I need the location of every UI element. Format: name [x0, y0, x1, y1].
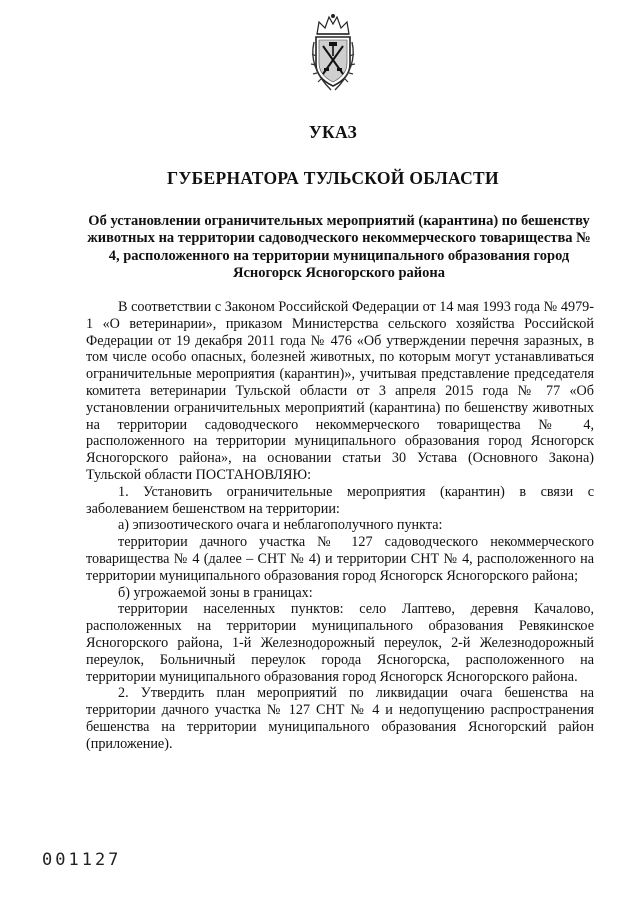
clause-1-paragraph: 1. Установить ограничительные мероприятия (карантин) в связи с заболеванием бешенством на территории:: [86, 483, 594, 517]
decree-body: [86, 299, 594, 753]
clause-1a-paragraph: территории дачного участка № 127 садоводческого некоммерческого товарищества № 4 (далее – СНТ № 4) и территории СНТ № 4, расположенного на территории муниципального образования город Ясногорск Ясногорского района;: [86, 534, 594, 584]
preamble-paragraph: В соответствии с Законом Российской Федерации от 14 мая 1993 года № 4979-1 «О ветеринарии», приказом Министерства сельского хозяйства Российской Федерации от 19 декабря 2011 года № 476 «Об утверждении перечня заразных, в том числе особо опасных, болезней животных, по которым могут устанавливаться ограничительные мероприятия (карантин)», учитывая представление председателя комитета ветеринарии Тульской области от 3 апреля 2015 года № 77 «Об установлении ограничительных мероприятий (карантина) по бешенству животных на территории садоводческого некоммерческого товарищества № 4, расположенного на территории муниципального образования город Ясногорск Ясногорского района», на основании статьи 30 Устава (Основного Закона) Тульской области ПОСТАНОВЛЯЮ:: [86, 299, 594, 483]
document-subtitle: ГУБЕРНАТОРА ТУЛЬСКОЙ ОБЛАСТИ: [167, 168, 499, 188]
clause-2-paragraph: 2. Утвердить план мероприятий по ликвидации очага бешенства на территории дачного участка № 127 СНТ № 4 и недопущению распространения бешенства на территории муниципального образования Ясногорский район (приложение).: [86, 685, 594, 752]
clause-1b-paragraph: территории населенных пунктов: село Лаптево, деревня Качалово, расположенных на территории муниципального образования Ревякинское Ясногорского района, 1-й Железнодорожный переулок, 2-й Железнодорожный переулок, Больничный переулок города Ясногорска, расположенного на территории муниципального образования город Ясногорск Ясногорского района.: [86, 601, 594, 685]
clause-1b-heading: б) угрожаемой зоны в границах:: [118, 584, 313, 601]
coat-of-arms-icon: [307, 12, 359, 94]
clause-1a-heading: а) эпизоотического очага и неблагополучного пункта:: [118, 517, 443, 534]
document-title: УКАЗ: [308, 122, 358, 142]
serial-number: 001127: [42, 850, 122, 870]
decree-subject: Об установлении ограничительных мероприятий (карантина) по бешенству животных на территории садоводческого некоммерческого товарищества № 4, расположенного на территории муниципального образования город Ясногорск Ясногорского района: [87, 213, 591, 281]
